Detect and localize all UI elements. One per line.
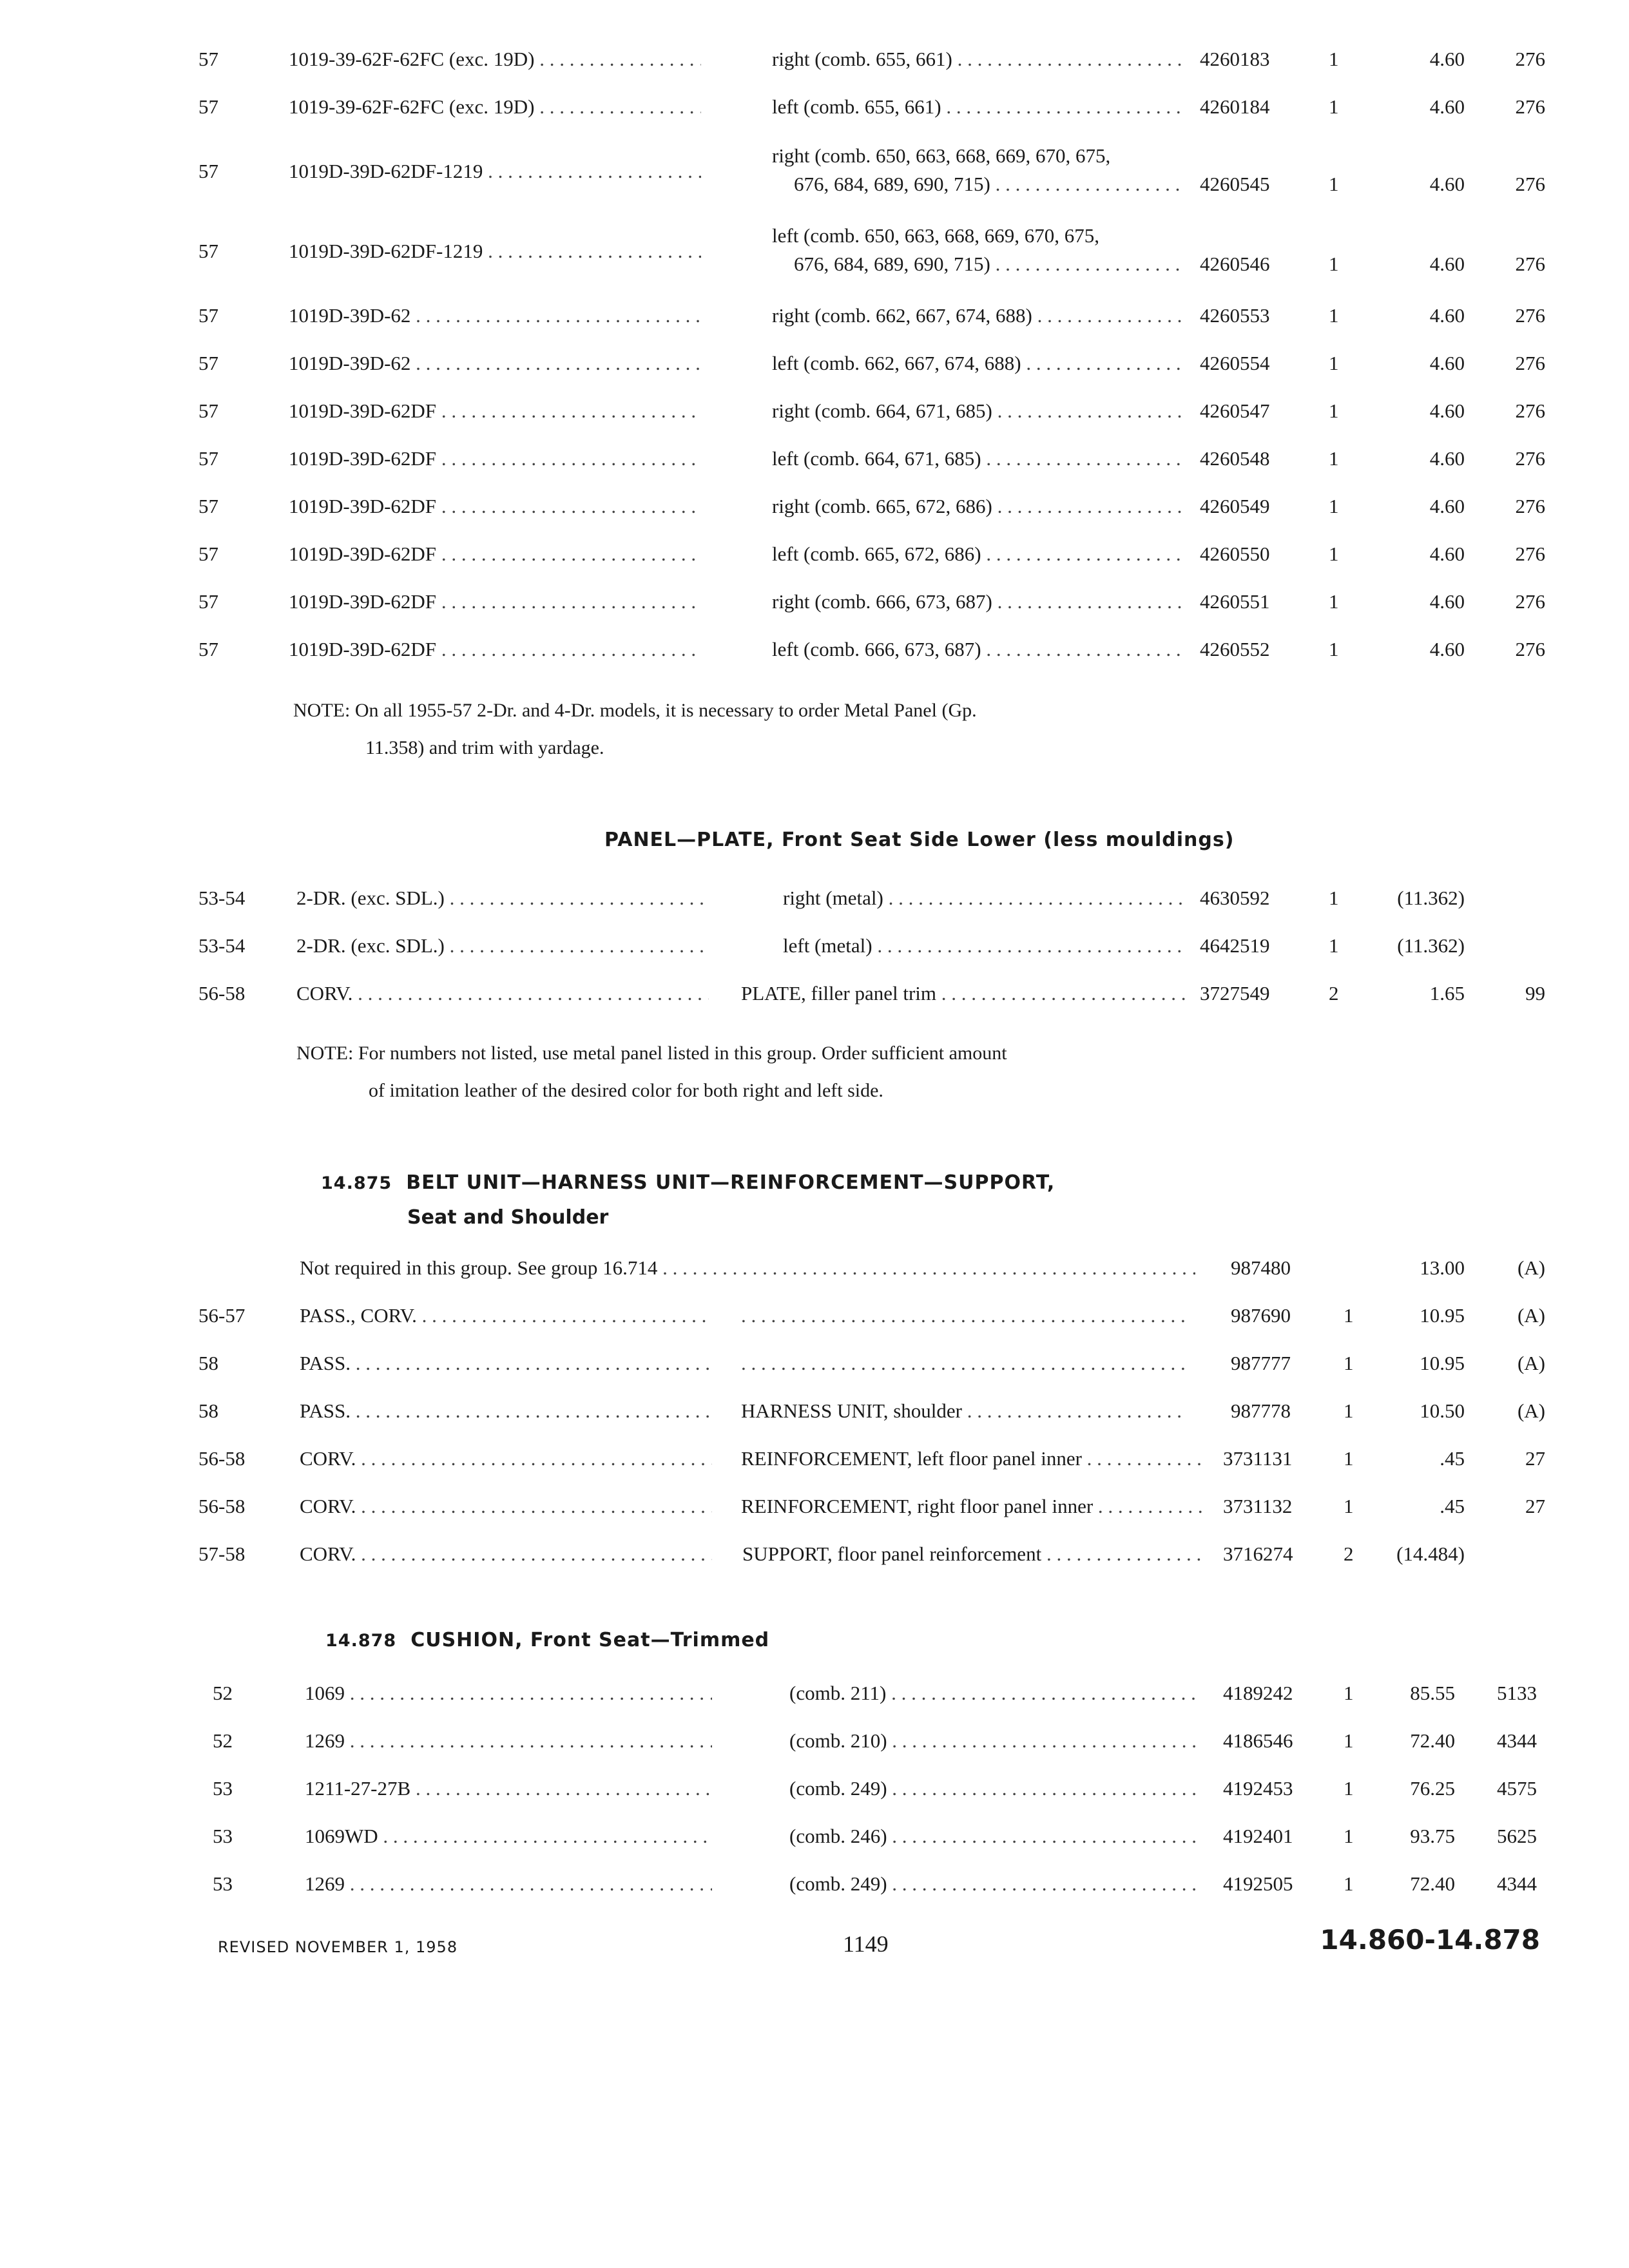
quantity-cell: 1: [1329, 590, 1339, 613]
model-cell: 1019D-39D-62DF-1219 . . .: [289, 237, 701, 265]
description-cell: (comb. 249) . . .: [789, 1774, 1202, 1803]
part-number-cell: 4260554: [1200, 352, 1270, 374]
part-number-cell: 987777: [1231, 1352, 1291, 1374]
part-number-cell: 4260550: [1200, 543, 1270, 565]
model-cell: 1019D-39D-62 . . .: [289, 302, 701, 330]
part-number-cell: 4192401: [1223, 1825, 1293, 1847]
part-number-cell: 4192453: [1223, 1777, 1293, 1800]
table-row: [0, 302, 1629, 340]
price-cell: (14.484): [1396, 1542, 1465, 1565]
model-cell: 1019D-39D-62DF . . .: [289, 445, 701, 473]
model-cell: CORV. . . .: [300, 1445, 712, 1473]
table-row: [0, 1540, 1629, 1579]
code-cell: 4344: [1497, 1729, 1537, 1752]
year-cell: 57: [198, 447, 218, 470]
model-cell: CORV. . . .: [300, 1492, 712, 1521]
description-cell: right (comb. 666, 673, 687) . . .: [772, 588, 1184, 616]
year-cell: 57: [198, 48, 218, 70]
table-row: [0, 1254, 1629, 1293]
description-cell: (comb. 211) . . .: [789, 1679, 1202, 1707]
table-row: [0, 635, 1629, 674]
part-number-cell: 4260553: [1200, 304, 1270, 327]
quantity-cell: 1: [1344, 1304, 1354, 1327]
part-number-cell: 4260548: [1200, 447, 1270, 470]
table-row: [0, 1349, 1629, 1388]
group-range: 14.860-14.878: [1320, 1924, 1540, 1956]
section-title: PANEL—PLATE, Front Seat Side Lower (less mouldings): [604, 829, 1235, 851]
code-cell: 276: [1515, 638, 1545, 660]
section-subtitle: Seat and Shoulder: [407, 1206, 609, 1229]
price-cell: 72.40: [1410, 1872, 1455, 1895]
description-cell: left (metal) . . .: [783, 932, 1186, 960]
part-number-cell: 4260183: [1200, 48, 1270, 70]
quantity-cell: 1: [1329, 447, 1339, 470]
code-cell: (A): [1517, 1399, 1545, 1422]
price-cell: 4.60: [1429, 399, 1465, 422]
model-cell: Not required in this group. See group 16.714 . . .: [300, 1254, 1195, 1282]
part-number-cell: 4642519: [1200, 934, 1270, 957]
description-cell: HARNESS UNIT, shoulder . . .: [741, 1397, 1186, 1425]
code-cell: 276: [1515, 495, 1545, 517]
quantity-cell: 1: [1344, 1352, 1354, 1374]
price-cell: 4.60: [1429, 48, 1465, 70]
group-title: BELT UNIT—HARNESS UNIT—REINFORCEMENT—SUPPORT,: [406, 1171, 1055, 1194]
description-cell: [772, 142, 1184, 198]
code-cell: 27: [1525, 1495, 1545, 1517]
year-cell: 57: [198, 495, 218, 517]
description-cell: (comb. 246) . . .: [789, 1822, 1202, 1850]
description-cell: left (comb. 666, 673, 687) . . .: [772, 635, 1184, 664]
model-cell: 1019D-39D-62DF . . .: [289, 635, 701, 664]
price-cell: 85.55: [1410, 1682, 1455, 1704]
part-number-cell: 987480: [1231, 1256, 1291, 1279]
price-cell: 4.60: [1429, 495, 1465, 517]
part-number-cell: 4189242: [1223, 1682, 1293, 1704]
table-row: [0, 1822, 1629, 1861]
year-cell: 57: [198, 590, 218, 613]
group-number: 14.878: [325, 1631, 397, 1651]
table-row: [0, 1445, 1629, 1483]
year-cell: 57: [198, 399, 218, 422]
model-cell: CORV. . . .: [300, 1540, 712, 1568]
page-number: 1149: [843, 1931, 889, 1957]
description-cell: left (comb. 662, 667, 674, 688) . . .: [772, 349, 1184, 378]
table-row: [0, 445, 1629, 483]
code-cell: 27: [1525, 1447, 1545, 1470]
description-cell: [741, 1302, 1186, 1330]
revision-date: REVISED NOVEMBER 1, 1958: [218, 1938, 458, 1956]
price-cell: 4.60: [1429, 352, 1465, 374]
model-cell: 1019-39-62F-62FC (exc. 19D) . . .: [289, 93, 701, 121]
year-cell: 57: [198, 352, 218, 374]
code-cell: 4575: [1497, 1777, 1537, 1800]
table-row: [0, 932, 1629, 970]
part-number-cell: 4260545: [1200, 173, 1270, 195]
quantity-cell: 1: [1329, 495, 1339, 517]
part-number-cell: 4192505: [1223, 1872, 1293, 1895]
description-cell: right (comb. 665, 672, 686) . . .: [772, 492, 1184, 521]
table-row: [0, 1302, 1629, 1340]
table-row: [0, 884, 1629, 923]
part-number-cell: 3731132: [1223, 1495, 1293, 1517]
model-cell: CORV. . . .: [296, 979, 709, 1008]
model-cell: 1069WD . . .: [305, 1822, 712, 1850]
year-cell: 53: [213, 1872, 233, 1895]
description-cell: PLATE, filler panel trim . . .: [741, 979, 1186, 1008]
part-number-cell: 4260184: [1200, 95, 1270, 118]
quantity-cell: 1: [1329, 399, 1339, 422]
quantity-cell: 1: [1329, 352, 1339, 374]
group-number: 14.875: [321, 1173, 392, 1193]
note-line-2: 11.358) and trim with yardage.: [365, 737, 604, 758]
model-cell: 1019D-39D-62DF . . .: [289, 397, 701, 425]
group-title: CUSHION, Front Seat—Trimmed: [410, 1629, 770, 1651]
year-cell: 57: [198, 95, 218, 118]
year-cell: 57: [198, 304, 218, 327]
year-cell: 58: [198, 1352, 218, 1374]
price-cell: .45: [1440, 1447, 1465, 1470]
year-cell: 58: [198, 1399, 218, 1422]
model-cell: PASS. . . .: [300, 1397, 712, 1425]
note: [296, 1035, 1205, 1110]
table-row: [0, 979, 1629, 1018]
code-cell: 276: [1515, 304, 1545, 327]
code-cell: 276: [1515, 173, 1545, 195]
quantity-cell: 1: [1344, 1447, 1354, 1470]
price-cell: 4.60: [1429, 253, 1465, 275]
year-cell: 53: [213, 1825, 233, 1847]
price-cell: 76.25: [1410, 1777, 1455, 1800]
model-cell: 1019D-39D-62DF . . .: [289, 492, 701, 521]
price-cell: (11.362): [1397, 887, 1465, 909]
model-cell: 1019-39-62F-62FC (exc. 19D) . . .: [289, 45, 701, 73]
price-cell: 4.60: [1429, 590, 1465, 613]
price-cell: 4.60: [1429, 95, 1465, 118]
code-cell: 276: [1515, 48, 1545, 70]
year-cell: 53-54: [198, 887, 246, 909]
table-row: [0, 93, 1629, 131]
description-cell: REINFORCEMENT, right floor panel inner . . .: [741, 1492, 1202, 1521]
note: [293, 692, 1202, 767]
description-cell: SUPPORT, floor panel reinforcement . . .: [742, 1540, 1201, 1568]
code-cell: (A): [1517, 1256, 1545, 1279]
quantity-cell: 1: [1344, 1495, 1354, 1517]
code-cell: 276: [1515, 543, 1545, 565]
part-number-cell: 3731131: [1223, 1447, 1293, 1470]
model-cell: 1019D-39D-62DF . . .: [289, 588, 701, 616]
price-cell: (11.362): [1397, 934, 1465, 957]
table-row: [0, 588, 1629, 626]
table-row: [0, 1870, 1629, 1908]
model-cell: 1211-27-27B . . .: [305, 1774, 712, 1803]
price-cell: 10.95: [1420, 1304, 1465, 1327]
year-cell: 56-58: [198, 1447, 246, 1470]
model-cell: 1069 . . .: [305, 1679, 712, 1707]
part-number-cell: 4260552: [1200, 638, 1270, 660]
description-cell: [741, 1349, 1186, 1378]
description-line-1: right (comb. 650, 663, 668, 669, 670, 675,: [772, 144, 1111, 167]
price-cell: 10.50: [1420, 1399, 1465, 1422]
section-title: [325, 1629, 769, 1651]
part-number-cell: 4260549: [1200, 495, 1270, 517]
year-cell: 57: [198, 638, 218, 660]
description-cell: right (metal) . . .: [783, 884, 1186, 912]
code-cell: 276: [1515, 447, 1545, 470]
year-cell: 56-57: [198, 1304, 246, 1327]
description-cell: right (comb. 664, 671, 685) . . .: [772, 397, 1184, 425]
price-cell: 1.65: [1429, 982, 1465, 1004]
year-cell: 53-54: [198, 934, 246, 957]
description-cell: [772, 222, 1184, 278]
description-line-1: left (comb. 650, 663, 668, 669, 670, 675,: [772, 224, 1100, 247]
quantity-cell: 1: [1329, 543, 1339, 565]
description-cell: right (comb. 662, 667, 674, 688) . . .: [772, 302, 1184, 330]
part-number-cell: 4630592: [1200, 887, 1270, 909]
table-row: [0, 45, 1629, 84]
price-cell: 13.00: [1420, 1256, 1465, 1279]
year-cell: 52: [213, 1729, 233, 1752]
description-cell: left (comb. 664, 671, 685) . . .: [772, 445, 1184, 473]
quantity-cell: 1: [1329, 934, 1339, 957]
description-line-2: 676, 684, 689, 690, 715) . . .: [772, 170, 1184, 198]
part-number-cell: 3727549: [1200, 982, 1270, 1004]
price-cell: 4.60: [1429, 543, 1465, 565]
description-cell: REINFORCEMENT, left floor panel inner . . .: [741, 1445, 1202, 1473]
table-row: [0, 142, 1629, 209]
code-cell: 99: [1525, 982, 1545, 1004]
year-cell: 57: [198, 160, 218, 182]
description-cell: (comb. 210) . . .: [789, 1727, 1202, 1755]
quantity-cell: 1: [1344, 1825, 1354, 1847]
description-cell: right (comb. 655, 661) . . .: [772, 45, 1184, 73]
price-cell: 93.75: [1410, 1825, 1455, 1847]
model-cell: 1019D-39D-62DF-1219 . . .: [289, 157, 701, 186]
part-number-cell: 4260551: [1200, 590, 1270, 613]
code-cell: 276: [1515, 590, 1545, 613]
table-row: [0, 222, 1629, 289]
price-cell: 4.60: [1429, 173, 1465, 195]
table-row: [0, 397, 1629, 436]
quantity-cell: 1: [1344, 1729, 1354, 1752]
model-cell: 2-DR. (exc. SDL.) . . .: [296, 884, 709, 912]
table-row: [0, 1774, 1629, 1813]
price-cell: 72.40: [1410, 1729, 1455, 1752]
year-cell: 57: [198, 240, 218, 262]
quantity-cell: 1: [1329, 304, 1339, 327]
code-cell: 276: [1515, 399, 1545, 422]
table-row: [0, 492, 1629, 531]
table-row: [0, 1727, 1629, 1765]
part-number-cell: 3716274: [1223, 1542, 1293, 1565]
model-cell: 1019D-39D-62DF . . .: [289, 540, 701, 568]
price-cell: 4.60: [1429, 447, 1465, 470]
quantity-cell: 2: [1344, 1542, 1354, 1565]
price-cell: 4.60: [1429, 304, 1465, 327]
year-cell: 56-58: [198, 1495, 246, 1517]
section-title: [321, 1171, 1055, 1194]
part-number-cell: 987778: [1231, 1399, 1291, 1422]
model-cell: 1269 . . .: [305, 1870, 712, 1898]
table-row: [0, 1492, 1629, 1531]
quantity-cell: 2: [1329, 982, 1339, 1004]
code-cell: 5625: [1497, 1825, 1537, 1847]
table-row: [0, 349, 1629, 388]
description-cell: left (comb. 655, 661) . . .: [772, 93, 1184, 121]
quantity-cell: 1: [1329, 253, 1339, 275]
price-cell: 10.95: [1420, 1352, 1465, 1374]
year-cell: 57-58: [198, 1542, 246, 1565]
table-row: [0, 540, 1629, 579]
model-cell: PASS. . . .: [300, 1349, 712, 1378]
note-line-1: NOTE: On all 1955-57 2-Dr. and 4-Dr. models, it is necessary to order Metal Panel (Gp.: [293, 700, 977, 721]
code-cell: 276: [1515, 95, 1545, 118]
code-cell: 276: [1515, 352, 1545, 374]
year-cell: 52: [213, 1682, 233, 1704]
code-cell: 5133: [1497, 1682, 1537, 1704]
code-cell: 4344: [1497, 1872, 1537, 1895]
part-number-cell: 4260546: [1200, 253, 1270, 275]
model-cell: 1019D-39D-62 . . .: [289, 349, 701, 378]
quantity-cell: 1: [1329, 638, 1339, 660]
price-cell: .45: [1440, 1495, 1465, 1517]
quantity-cell: 1: [1344, 1872, 1354, 1895]
part-number-cell: 987690: [1231, 1304, 1291, 1327]
year-cell: 56-58: [198, 982, 246, 1004]
description-cell: (comb. 249) . . .: [789, 1870, 1202, 1898]
year-cell: 53: [213, 1777, 233, 1800]
quantity-cell: 1: [1344, 1777, 1354, 1800]
quantity-cell: 1: [1344, 1682, 1354, 1704]
quantity-cell: 1: [1329, 95, 1339, 118]
code-cell: (A): [1517, 1352, 1545, 1374]
part-number-cell: 4186546: [1223, 1729, 1293, 1752]
model-cell: 2-DR. (exc. SDL.) . . .: [296, 932, 709, 960]
note-line-2: of imitation leather of the desired color for both right and left side.: [369, 1080, 883, 1101]
quantity-cell: 1: [1329, 173, 1339, 195]
model-cell: 1269 . . .: [305, 1727, 712, 1755]
note-line-1: NOTE: For numbers not listed, use metal panel listed in this group. Order sufficient amount: [296, 1043, 1007, 1064]
description-line-2: 676, 684, 689, 690, 715) . . .: [772, 250, 1184, 278]
price-cell: 4.60: [1429, 638, 1465, 660]
quantity-cell: 1: [1344, 1399, 1354, 1422]
model-cell: PASS., CORV. . . .: [300, 1302, 712, 1330]
table-row: [0, 1397, 1629, 1436]
code-cell: (A): [1517, 1304, 1545, 1327]
part-number-cell: 4260547: [1200, 399, 1270, 422]
quantity-cell: 1: [1329, 48, 1339, 70]
quantity-cell: 1: [1329, 887, 1339, 909]
table-row: [0, 1679, 1629, 1718]
year-cell: 57: [198, 543, 218, 565]
description-cell: left (comb. 665, 672, 686) . . .: [772, 540, 1184, 568]
code-cell: 276: [1515, 253, 1545, 275]
